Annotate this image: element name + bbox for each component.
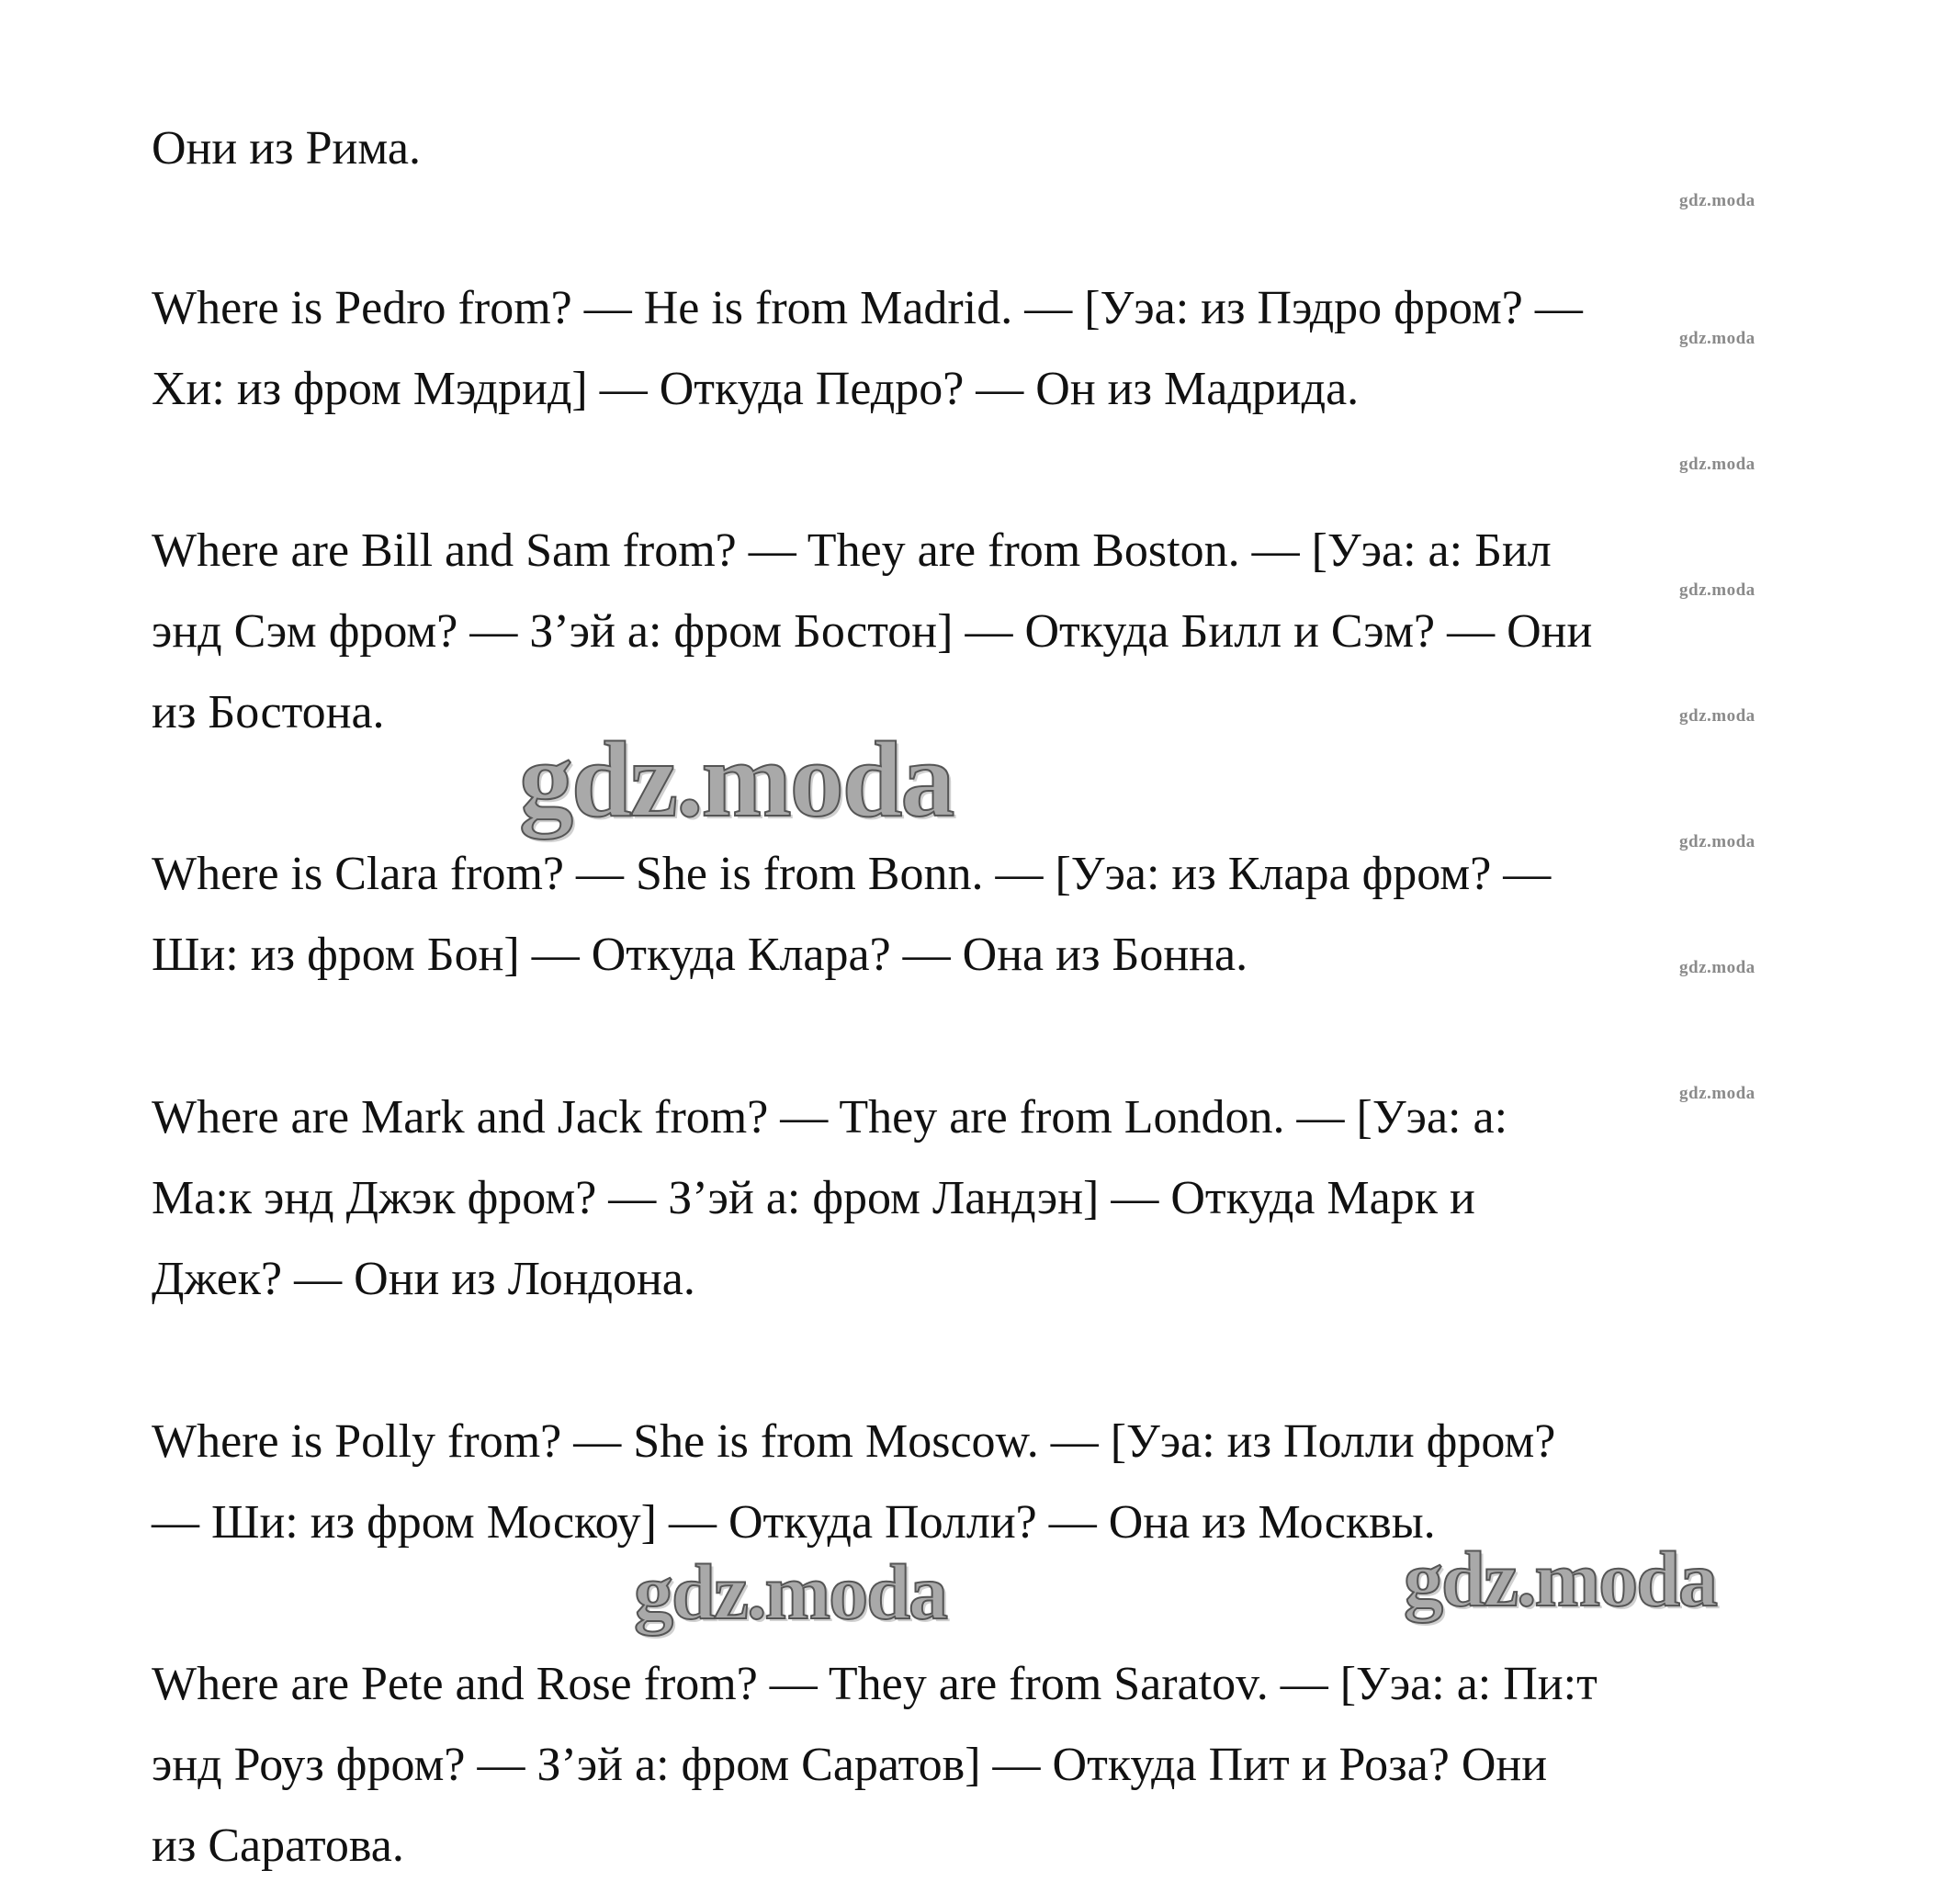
watermark-small: gdz.moda bbox=[1679, 706, 1756, 726]
paragraph-pete-rose bbox=[152, 1644, 1805, 1887]
text-line: Хи: из фром Мэдрид] — Откуда Педро? — Он из Мадрида. bbox=[152, 363, 1360, 415]
text-line: энд Сэм фром? — З’эй а: фром Бостон] — Откуда Билл и Сэм? — Они bbox=[152, 605, 1593, 658]
watermark-small: gdz.moda bbox=[1679, 958, 1756, 977]
text-line: Where are Bill and Sam from? — They are from Boston. — [Уэа: а: Бил bbox=[152, 524, 1552, 577]
text-line: Джек? — Они из Лондона. bbox=[152, 1253, 695, 1305]
paragraph-mark-jack bbox=[152, 1077, 1805, 1320]
watermark-small: gdz.moda bbox=[1679, 580, 1756, 600]
watermark-small: gdz.moda bbox=[1679, 832, 1756, 851]
paragraph-rome bbox=[152, 108, 1805, 189]
text-line: из Саратова. bbox=[152, 1820, 404, 1872]
watermark-small: gdz.moda bbox=[1679, 191, 1756, 210]
paragraph-bill-sam bbox=[152, 511, 1805, 753]
text-line: энд Роуз фром? — З’эй а: фром Саратов] — Откуда Пит и Роза? Они bbox=[152, 1739, 1548, 1791]
text-line: из Бостона. bbox=[152, 686, 385, 738]
text-line: Where is Pedro from? — He is from Madrid. — [Уэа: из Пэдро фром? — bbox=[152, 282, 1583, 334]
text-line: Where are Pete and Rose from? — They are from Saratov. — [Уэа: а: Пи:т bbox=[152, 1658, 1598, 1710]
paragraph-clara bbox=[152, 834, 1805, 996]
watermark-small: gdz.moda bbox=[1679, 455, 1756, 474]
watermark-large: gdz.moda bbox=[634, 1548, 946, 1636]
watermark-small: gdz.moda bbox=[1679, 1084, 1756, 1103]
text-line: — Ши: из фром Москоу] — Откуда Полли? — Она из Москвы. bbox=[152, 1496, 1436, 1549]
paragraph-pedro bbox=[152, 268, 1805, 430]
text-line: Они из Рима. bbox=[152, 122, 421, 175]
text-line: Where are Mark and Jack from? — They are from London. — [Уэа: а: bbox=[152, 1091, 1508, 1144]
text-line: Ма:к энд Джэк фром? — З’эй а: фром Ландэн] — Откуда Марк и bbox=[152, 1172, 1475, 1224]
watermark-large: gdz.moda bbox=[1404, 1535, 1716, 1623]
text-line: Ши: из фром Бон] — Откуда Клара? — Она из Бонна. bbox=[152, 929, 1248, 981]
text-line: Where is Polly from? — She is from Moscow. — [Уэа: из Полли фром? bbox=[152, 1415, 1556, 1468]
text-line: Where is Clara from? — She is from Bonn. — [Уэа: из Клара фром? — bbox=[152, 848, 1552, 900]
watermark-small: gdz.moda bbox=[1679, 329, 1756, 348]
watermark-large: gdz.moda bbox=[519, 719, 954, 839]
